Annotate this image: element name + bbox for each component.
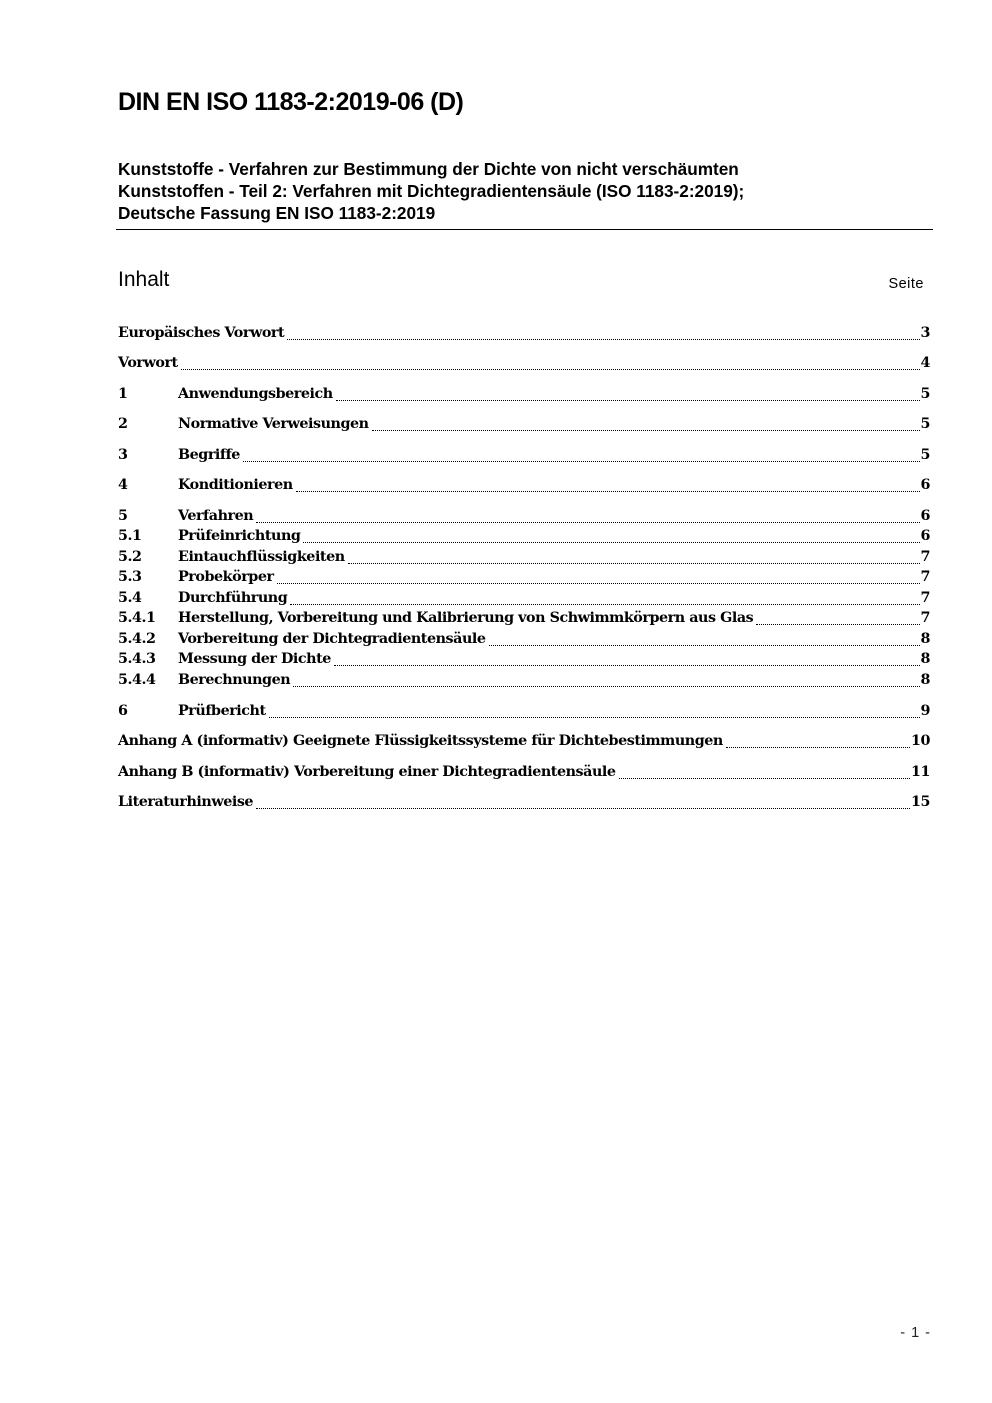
toc-entry-label: Konditionieren bbox=[178, 477, 293, 493]
toc-dot-leader bbox=[619, 777, 910, 779]
toc-entry-page: 5 bbox=[920, 447, 930, 463]
toc-entry-number: 5.3 bbox=[118, 569, 142, 585]
toc-entry-page: 6 bbox=[920, 508, 930, 524]
toc-heading: Inhalt bbox=[118, 268, 170, 291]
toc-dot-leader bbox=[293, 685, 919, 687]
toc-entry-label: Messung der Dichte bbox=[178, 651, 331, 667]
toc-entry[interactable] bbox=[118, 549, 930, 569]
toc-entry-page: 5 bbox=[920, 386, 930, 402]
toc-entry-number: 4 bbox=[118, 477, 128, 493]
toc-entry[interactable] bbox=[118, 447, 930, 467]
toc-entry-number: 5.4.3 bbox=[118, 651, 156, 667]
toc-dot-leader bbox=[269, 716, 920, 718]
toc-entry[interactable] bbox=[118, 733, 930, 753]
toc-entry-page: 8 bbox=[920, 651, 930, 667]
toc-entry-page: 7 bbox=[920, 590, 930, 606]
toc-entry-label: Anwendungsbereich bbox=[178, 386, 333, 402]
toc-entry[interactable] bbox=[118, 651, 930, 671]
subtitle-line: Deutsche Fassung EN ISO 1183-2:2019 bbox=[118, 203, 436, 223]
toc-entry-label: Durchführung bbox=[178, 590, 288, 606]
footer-page-number: - 1 - bbox=[900, 1325, 931, 1341]
toc-dot-leader bbox=[296, 490, 920, 492]
toc-dot-leader bbox=[256, 521, 919, 523]
toc-entry-page: 11 bbox=[911, 764, 930, 780]
toc-entry-number: 5.4.2 bbox=[118, 631, 156, 647]
toc-dot-leader bbox=[726, 746, 910, 748]
toc-entry-page: 7 bbox=[920, 610, 930, 626]
toc-entry[interactable] bbox=[118, 764, 930, 784]
toc-entry-number: 5.2 bbox=[118, 549, 142, 565]
toc-entry-label: Berechnungen bbox=[178, 672, 291, 688]
toc-entry-page: 7 bbox=[920, 549, 930, 565]
toc-entry-page: 3 bbox=[920, 325, 930, 341]
document-title: DIN EN ISO 1183-2:2019-06 (D) bbox=[118, 88, 464, 116]
toc-dot-leader bbox=[372, 429, 920, 431]
toc-entry-label: Europäisches Vorwort bbox=[118, 325, 285, 341]
toc-entry-label: Literaturhinweise bbox=[118, 794, 254, 810]
toc-entry-number: 5.4.1 bbox=[118, 610, 156, 626]
toc-entry-label: Prüfbericht bbox=[178, 703, 266, 719]
toc-entry[interactable] bbox=[118, 794, 930, 814]
toc-entry-label: Probekörper bbox=[178, 569, 274, 585]
toc-dot-leader bbox=[336, 399, 920, 401]
toc-entry[interactable] bbox=[118, 355, 930, 375]
toc-page-column-label: Seite bbox=[888, 276, 924, 292]
toc-entry[interactable] bbox=[118, 672, 930, 692]
toc-entry[interactable] bbox=[118, 590, 930, 610]
toc-entry[interactable] bbox=[118, 610, 930, 630]
toc-entry[interactable] bbox=[118, 703, 930, 723]
subtitle-line: Kunststoffen - Teil 2: Verfahren mit Dichtegradientensäule (ISO 1183-2:2019); bbox=[118, 181, 745, 201]
toc-entry-page: 6 bbox=[920, 528, 930, 544]
toc-entry-label: Vorbereitung der Dichtegradientensäule bbox=[178, 631, 486, 647]
toc-entry-number: 2 bbox=[118, 416, 128, 432]
toc-entry-page: 15 bbox=[911, 794, 930, 810]
toc-entry[interactable] bbox=[118, 325, 930, 345]
toc-entry-page: 8 bbox=[920, 631, 930, 647]
toc-dot-leader bbox=[334, 664, 920, 666]
toc-entry-number: 3 bbox=[118, 447, 128, 463]
toc-dot-leader bbox=[181, 368, 920, 370]
toc-entry-label: Anhang A (informativ) Geeignete Flüssigkeitssysteme für Dichtebestimmungen bbox=[118, 733, 723, 749]
toc-dot-leader bbox=[243, 460, 920, 462]
toc-entry-number: 5.4 bbox=[118, 590, 142, 606]
toc-entry[interactable] bbox=[118, 569, 930, 589]
toc-dot-leader bbox=[290, 603, 919, 605]
toc-entry-number: 5.4.4 bbox=[118, 672, 156, 688]
toc-dot-leader bbox=[756, 623, 919, 625]
toc-dot-leader bbox=[489, 644, 920, 646]
toc-dot-leader bbox=[287, 338, 919, 340]
toc-entry-number: 5.1 bbox=[118, 528, 142, 544]
toc-entry-page: 9 bbox=[920, 703, 930, 719]
toc-entry-label: Normative Verweisungen bbox=[178, 416, 369, 432]
toc-dot-leader bbox=[348, 562, 920, 564]
toc-entry-page: 8 bbox=[920, 672, 930, 688]
toc-entry[interactable] bbox=[118, 631, 930, 651]
toc-entry-label: Herstellung, Vorbereitung und Kalibrierung von Schwimmkörpern aus Glas bbox=[178, 610, 754, 626]
toc-entry[interactable] bbox=[118, 528, 930, 548]
subtitle-line: Kunststoffe - Verfahren zur Bestimmung der Dichte von nicht verschäumten bbox=[118, 159, 739, 179]
toc-entry-number: 6 bbox=[118, 703, 128, 719]
toc-dot-leader bbox=[277, 582, 920, 584]
toc-entry-label: Verfahren bbox=[178, 508, 254, 524]
toc-entry-label: Begriffe bbox=[178, 447, 240, 463]
document-subtitle bbox=[118, 158, 933, 224]
toc-entry-number: 1 bbox=[118, 386, 128, 402]
toc-dot-leader bbox=[256, 807, 910, 809]
toc-entry-label: Prüfeinrichtung bbox=[178, 528, 301, 544]
toc-entry-label: Eintauchflüssigkeiten bbox=[178, 549, 345, 565]
toc-entry[interactable] bbox=[118, 416, 930, 436]
toc-entry[interactable] bbox=[118, 477, 930, 497]
toc-entry-number: 5 bbox=[118, 508, 128, 524]
toc-entry[interactable] bbox=[118, 508, 930, 528]
toc-entry-page: 7 bbox=[920, 569, 930, 585]
title-divider bbox=[116, 229, 933, 230]
toc-entry-page: 4 bbox=[920, 355, 930, 371]
toc-entry-page: 5 bbox=[920, 416, 930, 432]
toc-entry-label: Anhang B (informativ) Vorbereitung einer Dichtegradientensäule bbox=[118, 764, 616, 780]
toc-entry[interactable] bbox=[118, 386, 930, 406]
toc-entry-label: Vorwort bbox=[118, 355, 178, 371]
toc-dot-leader bbox=[303, 541, 919, 543]
toc-entry-page: 6 bbox=[920, 477, 930, 493]
toc-entry-page: 10 bbox=[911, 733, 930, 749]
